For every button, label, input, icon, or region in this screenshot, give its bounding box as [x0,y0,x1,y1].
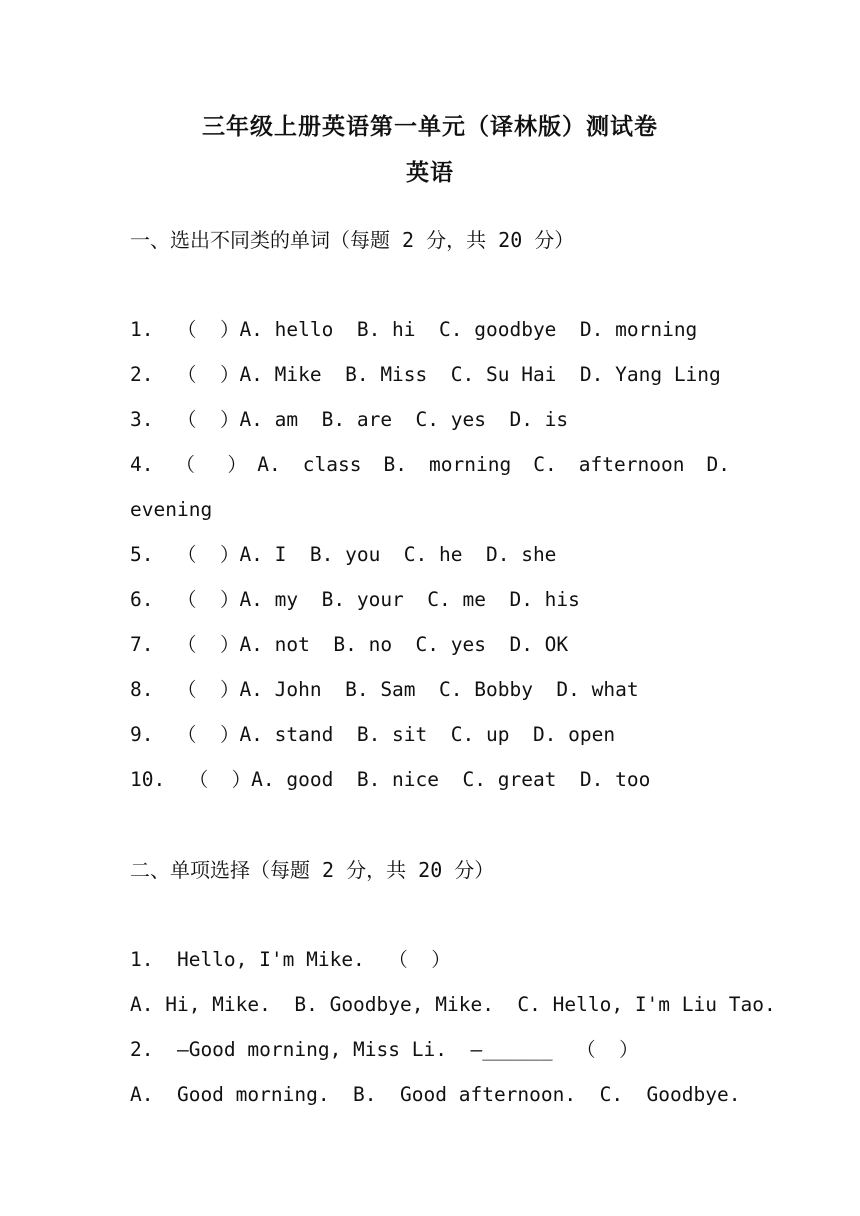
worksheet-title: 三年级上册英语第一单元（译林版）测试卷 [202,114,658,140]
question-1-3: 3. （ ）A. am B. are C. yes D. is [130,408,569,431]
question-1-10: 10. （ ）A. good B. nice C. great D. too [130,768,651,791]
section-1-heading: 一、选出不同类的单词（每题 2 分，共 20 分） [130,228,575,252]
question-1-8: 8. （ ）A. John B. Sam C. Bobby D. what [130,678,639,701]
question-1-9: 9. （ ）A. stand B. sit C. up D. open [130,723,616,746]
question-2-1-options: A. Hi, Mike. B. Goodbye, Mike. C. Hello, I'm Liu Tao. [130,993,776,1016]
question-1-7: 7. （ ）A. not B. no C. yes D. OK [130,633,569,656]
section-2-heading: 二、单项选择（每题 2 分，共 20 分） [130,858,495,882]
question-1-1: 1. （ ）A. hello B. hi C. goodbye D. morning [130,318,698,341]
question-1-6: 6. （ ）A. my B. your C. me D. his [130,588,580,611]
question-1-4: 4. （ ）A. class B. morning C. afternoon D. [130,453,730,476]
question-2-2-options: A. Good morning. B. Good afternoon. C. Goodbye. [130,1083,741,1106]
question-1-5: 5. （ ）A. I B. you C. he D. she [130,543,557,566]
worksheet-subtitle: 英语 [406,160,454,186]
question-1-4-continued: evening [130,498,213,521]
question-2-1: 1. Hello, I'm Mike. （ ） [130,948,451,971]
question-2-2: 2. —Good morning, Miss Li. —______ （ ） [130,1038,639,1061]
question-1-2: 2. （ ）A. Mike B. Miss C. Su Hai D. Yang Ling [130,363,721,386]
